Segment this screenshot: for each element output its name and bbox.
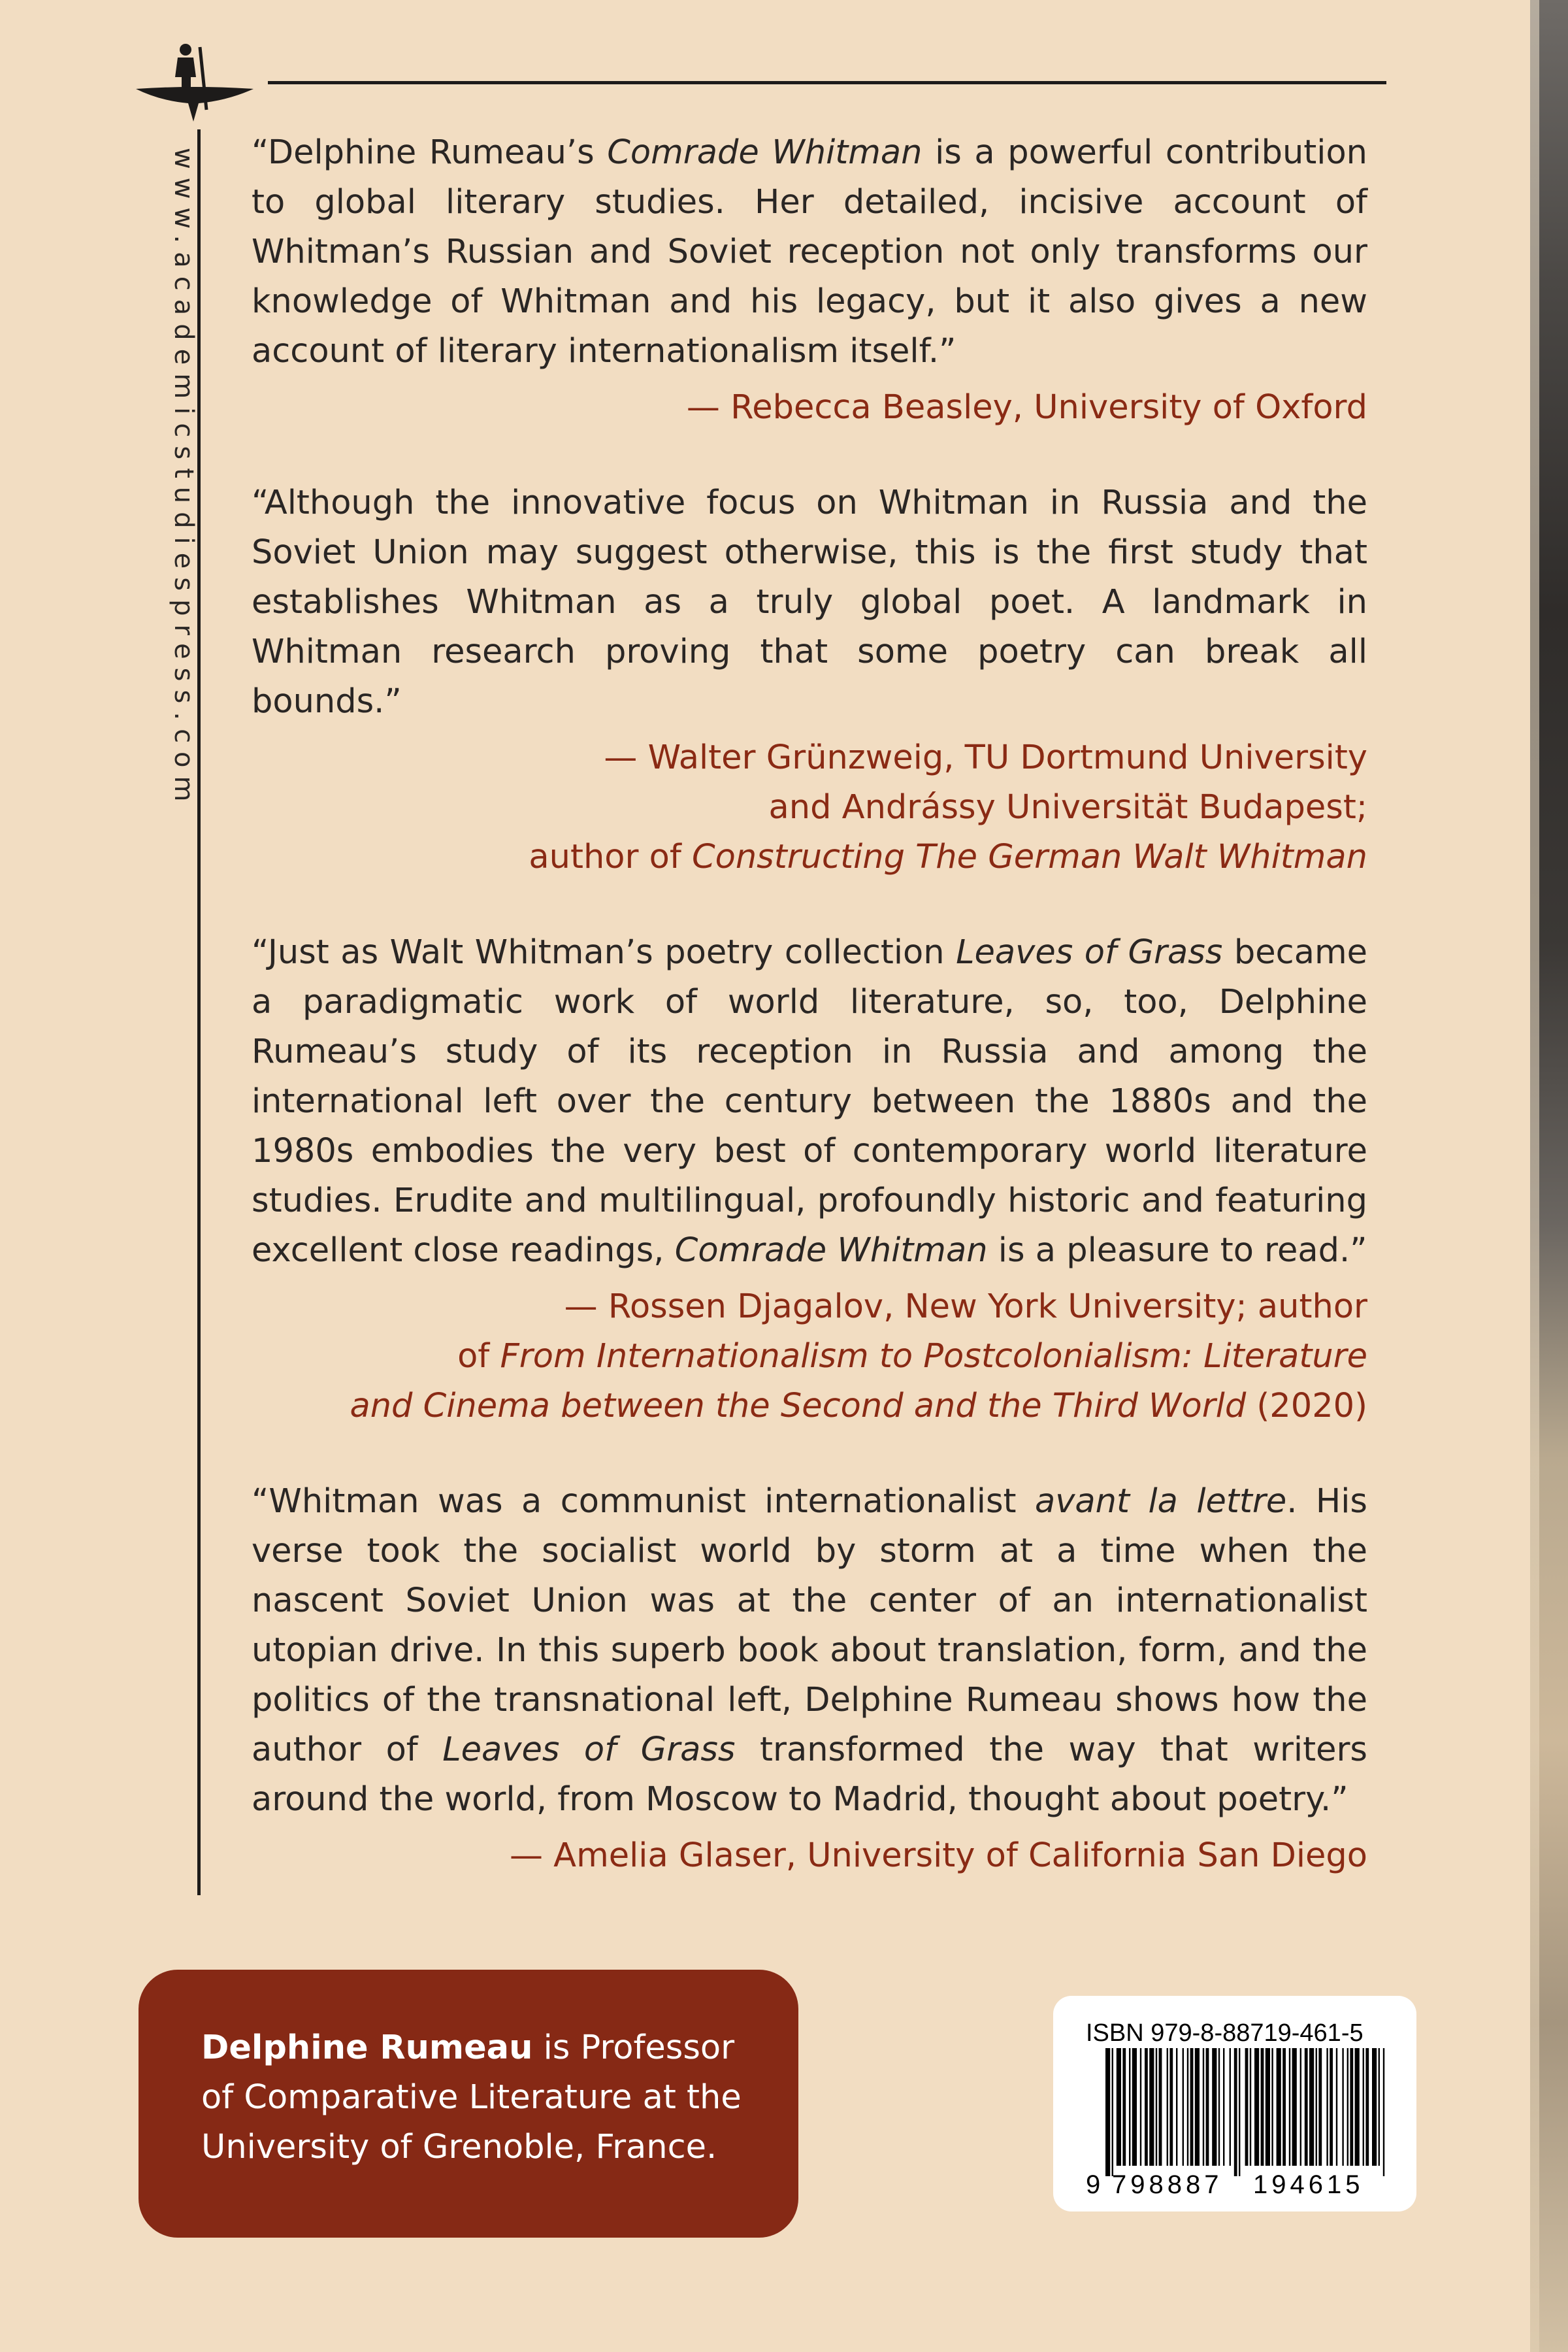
barcode-bar: [1140, 2048, 1141, 2166]
review-quote: “Whitman was a communist internationalist avant la lettre. His verse took the socialist world by storm at a time when the nascent Soviet Union was at the center of an internationalist utopian drive. In this superb book about translation, form, and the politics of the transnational left, Delphine Rumeau shows how the author of Leaves of Grass transformed the way that writers around the world, from Moscow to Madrid, thought about poetry.”: [252, 1482, 1368, 1819]
cover-photo-edge: [1530, 0, 1568, 2352]
barcode-bar: [1203, 2048, 1204, 2166]
barcode-bar: [1266, 2048, 1270, 2166]
barcode-bar: [1292, 2048, 1297, 2166]
barcode-bar: [1156, 2048, 1157, 2166]
barcode-bar: [1190, 2048, 1194, 2166]
barcode-bar: [1159, 2048, 1162, 2166]
review-4: [252, 1477, 1367, 1881]
barcode-bar: [1132, 2048, 1137, 2166]
review-attribution: — Rossen Djagalov, New York University; author of From Internationalism to Postcolonialism: Literature and Cinema between the Second and the Third World (2020): [350, 1287, 1367, 1425]
barcode-bar: [1309, 2048, 1314, 2166]
author-name: Delphine Rumeau: [201, 2029, 533, 2067]
barcode-bar: [1206, 2048, 1209, 2166]
barcode-bar: [1330, 2048, 1333, 2166]
publisher-url: www.academicstudiespress.com: [169, 148, 199, 810]
barcode-bar: [1271, 2048, 1273, 2166]
barcode-bar: [1277, 2048, 1281, 2166]
barcode-bar: [1239, 2048, 1240, 2176]
barcode-bar: [1250, 2048, 1251, 2166]
barcode-bar: [1187, 2048, 1188, 2166]
barcode-bar: [1245, 2048, 1249, 2166]
barcode-bar: [1230, 2048, 1231, 2166]
review-2: [252, 478, 1367, 882]
barcode-bar: [1347, 2048, 1348, 2166]
top-divider: [268, 81, 1386, 84]
barcode-digits-left: 798887: [1112, 2170, 1223, 2198]
isbn-label: ISBN 979-8-88719-461-5: [1086, 2019, 1364, 2047]
barcode-bar: [1379, 2048, 1380, 2166]
barcode-digits-right: 194615: [1253, 2170, 1364, 2198]
barcode-bar: [1305, 2048, 1308, 2166]
barcode-bar: [1176, 2048, 1177, 2166]
barcode-bar: [1289, 2048, 1290, 2166]
barcode-bar: [1223, 2048, 1224, 2166]
barcode: [1086, 2048, 1393, 2198]
barcode-bar: [1234, 2048, 1237, 2176]
barcode-bar: [1145, 2048, 1148, 2166]
barcode-bar: [1112, 2048, 1113, 2176]
barcode-bar: [1342, 2048, 1343, 2166]
author-bio: Delphine Rumeau is Professor of Comparative Literature at the University of Grenoble, France.: [201, 2029, 742, 2166]
review-quote: “Although the innovative focus on Whitman in Russia and the Soviet Union may suggest otherwise, this is the first study that establishes Whitman as a truly global poet. A landmark in Whitman research proving that some poetry can break all bounds.”: [252, 484, 1367, 721]
review-quote: “Delphine Rumeau’s Comrade Whitman is a powerful contribution to global literary studies. Her detailed, incisive account of Whitman’s Russian and Soviet reception not only transforms our knowledge of Whitman and his legacy, but it also gives a new account of literary internationalism itself.”: [252, 133, 1367, 371]
barcode-bar: [1363, 2048, 1364, 2166]
barcode-bar: [1183, 2048, 1184, 2166]
barcode-bar: [1218, 2048, 1220, 2166]
barcode-bar: [1350, 2048, 1353, 2166]
author-bio-box: [139, 1970, 798, 2238]
review-1: [252, 128, 1367, 433]
barcode-digit-first: 9: [1086, 2170, 1101, 2198]
barcode-bar: [1122, 2048, 1126, 2166]
barcode-bar: [1105, 2048, 1110, 2176]
barcode-bar: [1254, 2048, 1259, 2166]
barcode-bar: [1261, 2048, 1264, 2166]
barcode-bar: [1365, 2048, 1369, 2166]
barcode-bar: [1149, 2048, 1154, 2166]
barcode-bar: [1372, 2048, 1377, 2166]
barcode-bar: [1129, 2048, 1130, 2166]
barcode-bar: [1318, 2048, 1322, 2166]
review-attribution: — Amelia Glaser, University of California San Diego: [509, 1836, 1367, 1875]
isbn-barcode-box: [1053, 1996, 1416, 2211]
barcode-bar: [1117, 2048, 1121, 2166]
barcode-bar: [1355, 2048, 1360, 2166]
review-attribution: — Rebecca Beasley, University of Oxford: [686, 388, 1367, 427]
barcode-bar: [1169, 2048, 1173, 2166]
barcode-bar: [1282, 2048, 1286, 2166]
barcode-bar: [1383, 2048, 1384, 2176]
publisher-boat-logo-icon: [136, 38, 253, 129]
barcode-bar: [1336, 2048, 1337, 2166]
review-3: [252, 928, 1367, 1431]
barcode-bar: [1300, 2048, 1301, 2166]
review-attribution: — Walter Grünzweig, TU Dortmund University and Andrássy Universität Budapest; author of Constructing The German Walt Whitman: [529, 738, 1367, 876]
review-quote: “Just as Walt Whitman’s poetry collection Leaves of Grass became a paradigmatic work of world literature, so, too, Delphine Rumeau’s study of its reception in Russia and among the international left over the century between the 1880s and the 1980s embodies the very best of contemporary world literature studies. Erudite and multilingual, profoundly historic and featuring excellent close readings, Comrade Whitman is a pleasure to read.”: [252, 933, 1368, 1270]
barcode-bar: [1167, 2048, 1168, 2166]
barcode-bar: [1212, 2048, 1217, 2166]
barcode-bar: [1316, 2048, 1317, 2166]
reviews-section: [252, 128, 1367, 1927]
barcode-bar: [1326, 2048, 1328, 2166]
barcode-bar: [1195, 2048, 1200, 2166]
